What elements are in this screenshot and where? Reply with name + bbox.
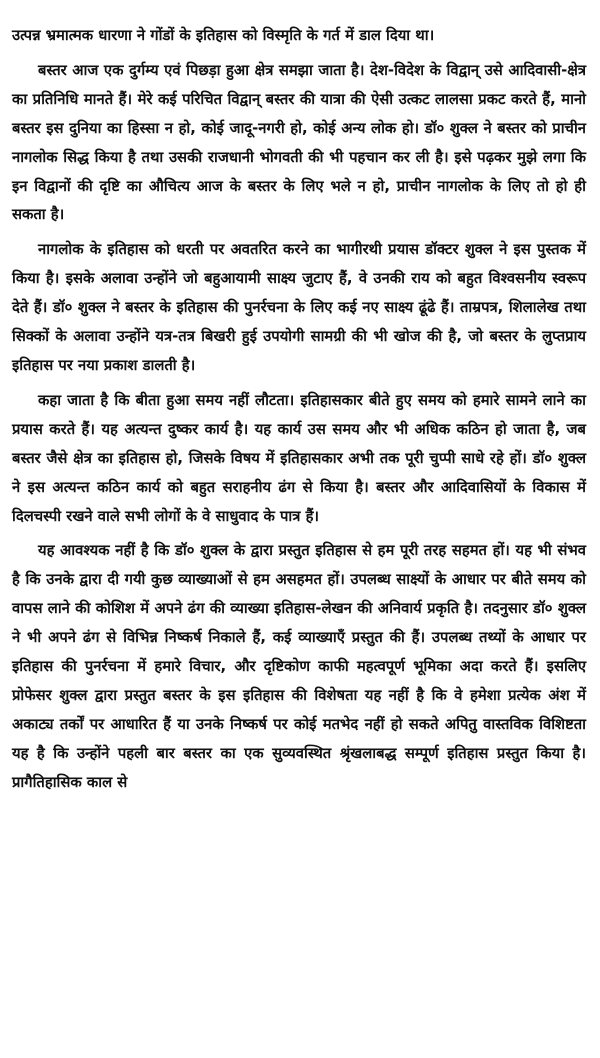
paragraph-1: उत्पन्न भ्रमात्मक धारणा ने गोंडों के इतिहास को विस्मृति के गर्त में डाल दिया था। bbox=[12, 27, 435, 44]
paragraph-5: यह आवश्यक नहीं है कि डॉ० शुक्ल के द्वारा प्रस्तुत इतिहास से हम पूरी तरह सहमत हों। यह भी संभव है कि उनके द्वारा दी गयी कुछ व्याख्याओं से हम असहमत हों। उपलब्ध साक्ष्यों के आधार पर बीते समय को वापस लाने की कोशिश में अपने ढंग की व्याख्या इतिहास-लेखन की अनिवार्य प्रकृति है। तदनुसार डॉ० शुक्ल ने भी अपने ढंग से विभिन्न निष्कर्ष निकाले हैं, कई व्याख्याएँ प्रस्तुत की हैं। उपलब्ध तथ्यों के आधार पर इतिहास की पुनर्रचना में हमारे विचार, और दृष्टिकोण काफी महत्वपूर्ण भूमिका अदा करते हैं। इसलिए प्रोफेसर शुक्ल द्वारा प्रस्तुत बस्तर के इस इतिहास की विशेषता यह नहीं है कि वे हमेशा प्रत्येक अंश में अकाट्य तर्कों पर आधारित हैं या उनके निष्कर्ष पर कोई मतभेद नहीं हो सकते अपितु वास्तविक विशिष्टता यह है कि उन्होंने पहली बार बस्तर का एक सुव्यवस्थित श्रृंखलाबद्ध सम्पूर्ण इतिहास प्रस्तुत किया है। प्रागैतिहासिक काल से bbox=[12, 542, 586, 791]
paragraph-2: बस्तर आज एक दुर्गम्य एवं पिछड़ा हुआ क्षेत्र समझा जाता है। देश-विदेश के विद्वान् उसे आदिवासी-क्षेत्र का प्रतिनिधि मानते हैं। मेरे कई परिचित विद्वान् बस्तर की यात्रा की ऐसी उत्कट लालसा प्रकट करते हैं, मानो बस्तर इस दुनिया का हिस्सा न हो, कोई जादू-नगरी हो, कोई अन्य लोक हो। डॉ० शुक्ल ने बस्तर को प्राचीन नागलोक सिद्ध किया है तथा उसकी राजधानी भोगवती की भी पहचान कर ली है। इसे पढ़कर मुझे लगा कि इन विद्वानों की दृष्टि का औचित्य आज के बस्तर के लिए भले न हो, प्राचीन नागलोक के लिए तो हो ही सकता है। bbox=[12, 61, 586, 224]
paragraph-4: कहा जाता है कि बीता हुआ समय नहीं लौटता। इतिहासकार बीते हुए समय को हमारे सामने लाने का प्रयास करते हैं। यह अत्यन्त दुष्कर कार्य है। यह कार्य उस समय और भी अधिक कठिन हो जाता है, जब बस्तर जैसे क्षेत्र का इतिहास हो, जिसके विषय में इतिहासकार अभी तक पूरी चुप्पी साधे रहे हों। डॉ० शुक्ल ने इस अत्यन्त कठिन कार्य को बहुत सराहनीय ढंग से किया है। बस्तर और आदिवासियों के विकास में दिलचस्पी रखने वाले सभी लोगों के वे साधुवाद के पात्र हैं। bbox=[12, 391, 586, 525]
paragraph-3: नागलोक के इतिहास को धरती पर अवतरित करने का भागीरथी प्रयास डॉक्टर शुक्ल ने इस पुस्तक में किया है। इसके अलावा उन्होंने जो बहुआयामी साक्ष्य जुटाए हैं, वे उनकी राय को बहुत विश्वसनीय स्वरूप देते हैं। डॉ० शुक्ल ने बस्तर के इतिहास की पुनर्रचना के लिए कई नए साक्ष्य ढूंढे हैं। ताम्रपत्र, शिलालेख तथा सिक्कों के अलावा उन्होंने यत्र-तत्र बिखरी हुई उपयोगी सामग्री की भी खोज की है, जो बस्तर के लुप्तप्राय इतिहास पर नया प्रकाश डालती है। bbox=[12, 241, 586, 374]
